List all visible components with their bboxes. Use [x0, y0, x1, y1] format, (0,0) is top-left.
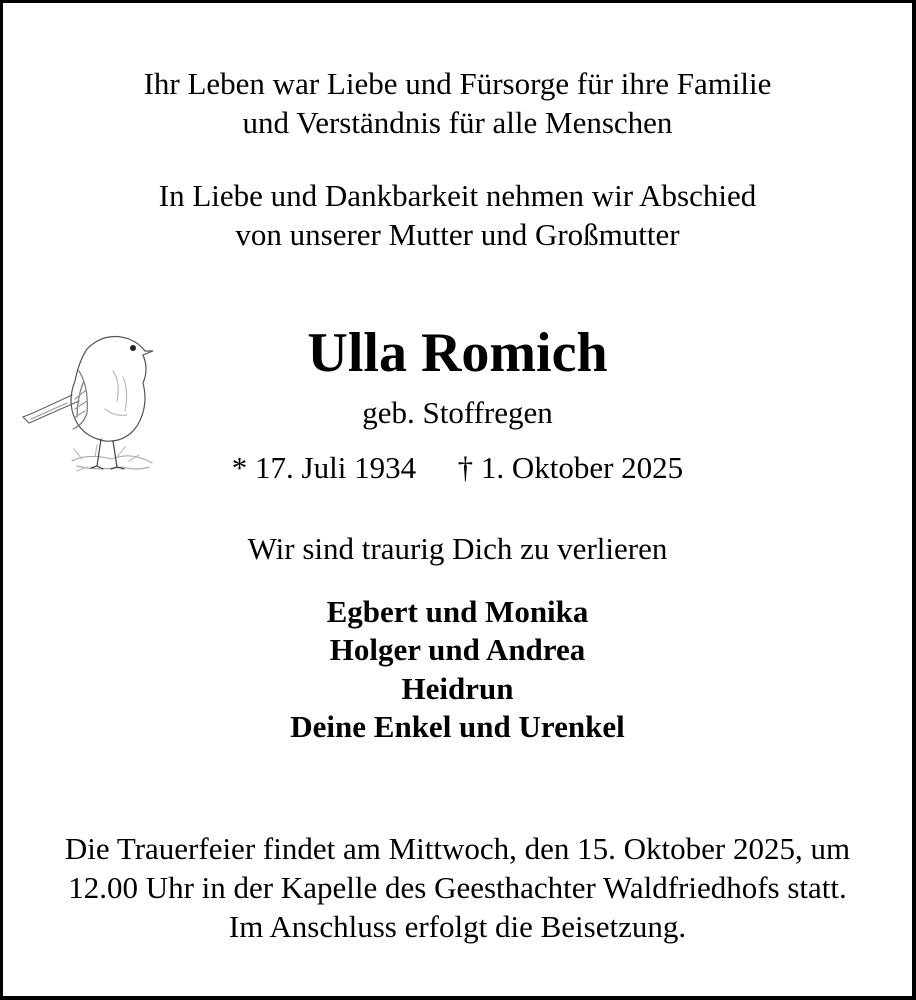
mourning-text: Wir sind traurig Dich zu verlieren — [247, 531, 668, 566]
birth-date: 17. Juli 1934 — [255, 450, 417, 485]
death-cross-icon: † — [457, 450, 474, 485]
death-date: 1. Oktober 2025 — [480, 450, 684, 485]
mourner-2: Holger und Andrea — [329, 632, 586, 667]
farewell-line-1: In Liebe und Dankbarkeit nehmen wir Abschied — [158, 178, 757, 213]
life-dates — [3, 449, 912, 487]
service-line-3: Im Anschluss erfolgt die Beisetzung. — [228, 909, 687, 944]
farewell-line-2: von unserer Mutter und Großmutter — [235, 217, 680, 252]
maiden-name: geb. Stoffregen — [362, 395, 553, 430]
verse-line-1: Ihr Leben war Liebe und Fürsorge für ihre Familie — [143, 66, 772, 101]
mourner-1: Egbert und Monika — [326, 594, 589, 629]
deceased-name: Ulla Romich — [307, 322, 608, 384]
mourner-3: Heidrun — [401, 671, 514, 706]
birth-asterisk-icon: * — [231, 450, 248, 485]
service-line-1: Die Trauerfeier findet am Mittwoch, den 15. Oktober 2025, um — [64, 831, 851, 866]
service-line-2: 12.00 Uhr in der Kapelle des Geesthachter Waldfriedhofs statt. — [68, 870, 847, 905]
mourner-4: Deine Enkel und Urenkel — [290, 709, 625, 744]
verse-line-2: und Verständnis für alle Menschen — [242, 105, 673, 140]
